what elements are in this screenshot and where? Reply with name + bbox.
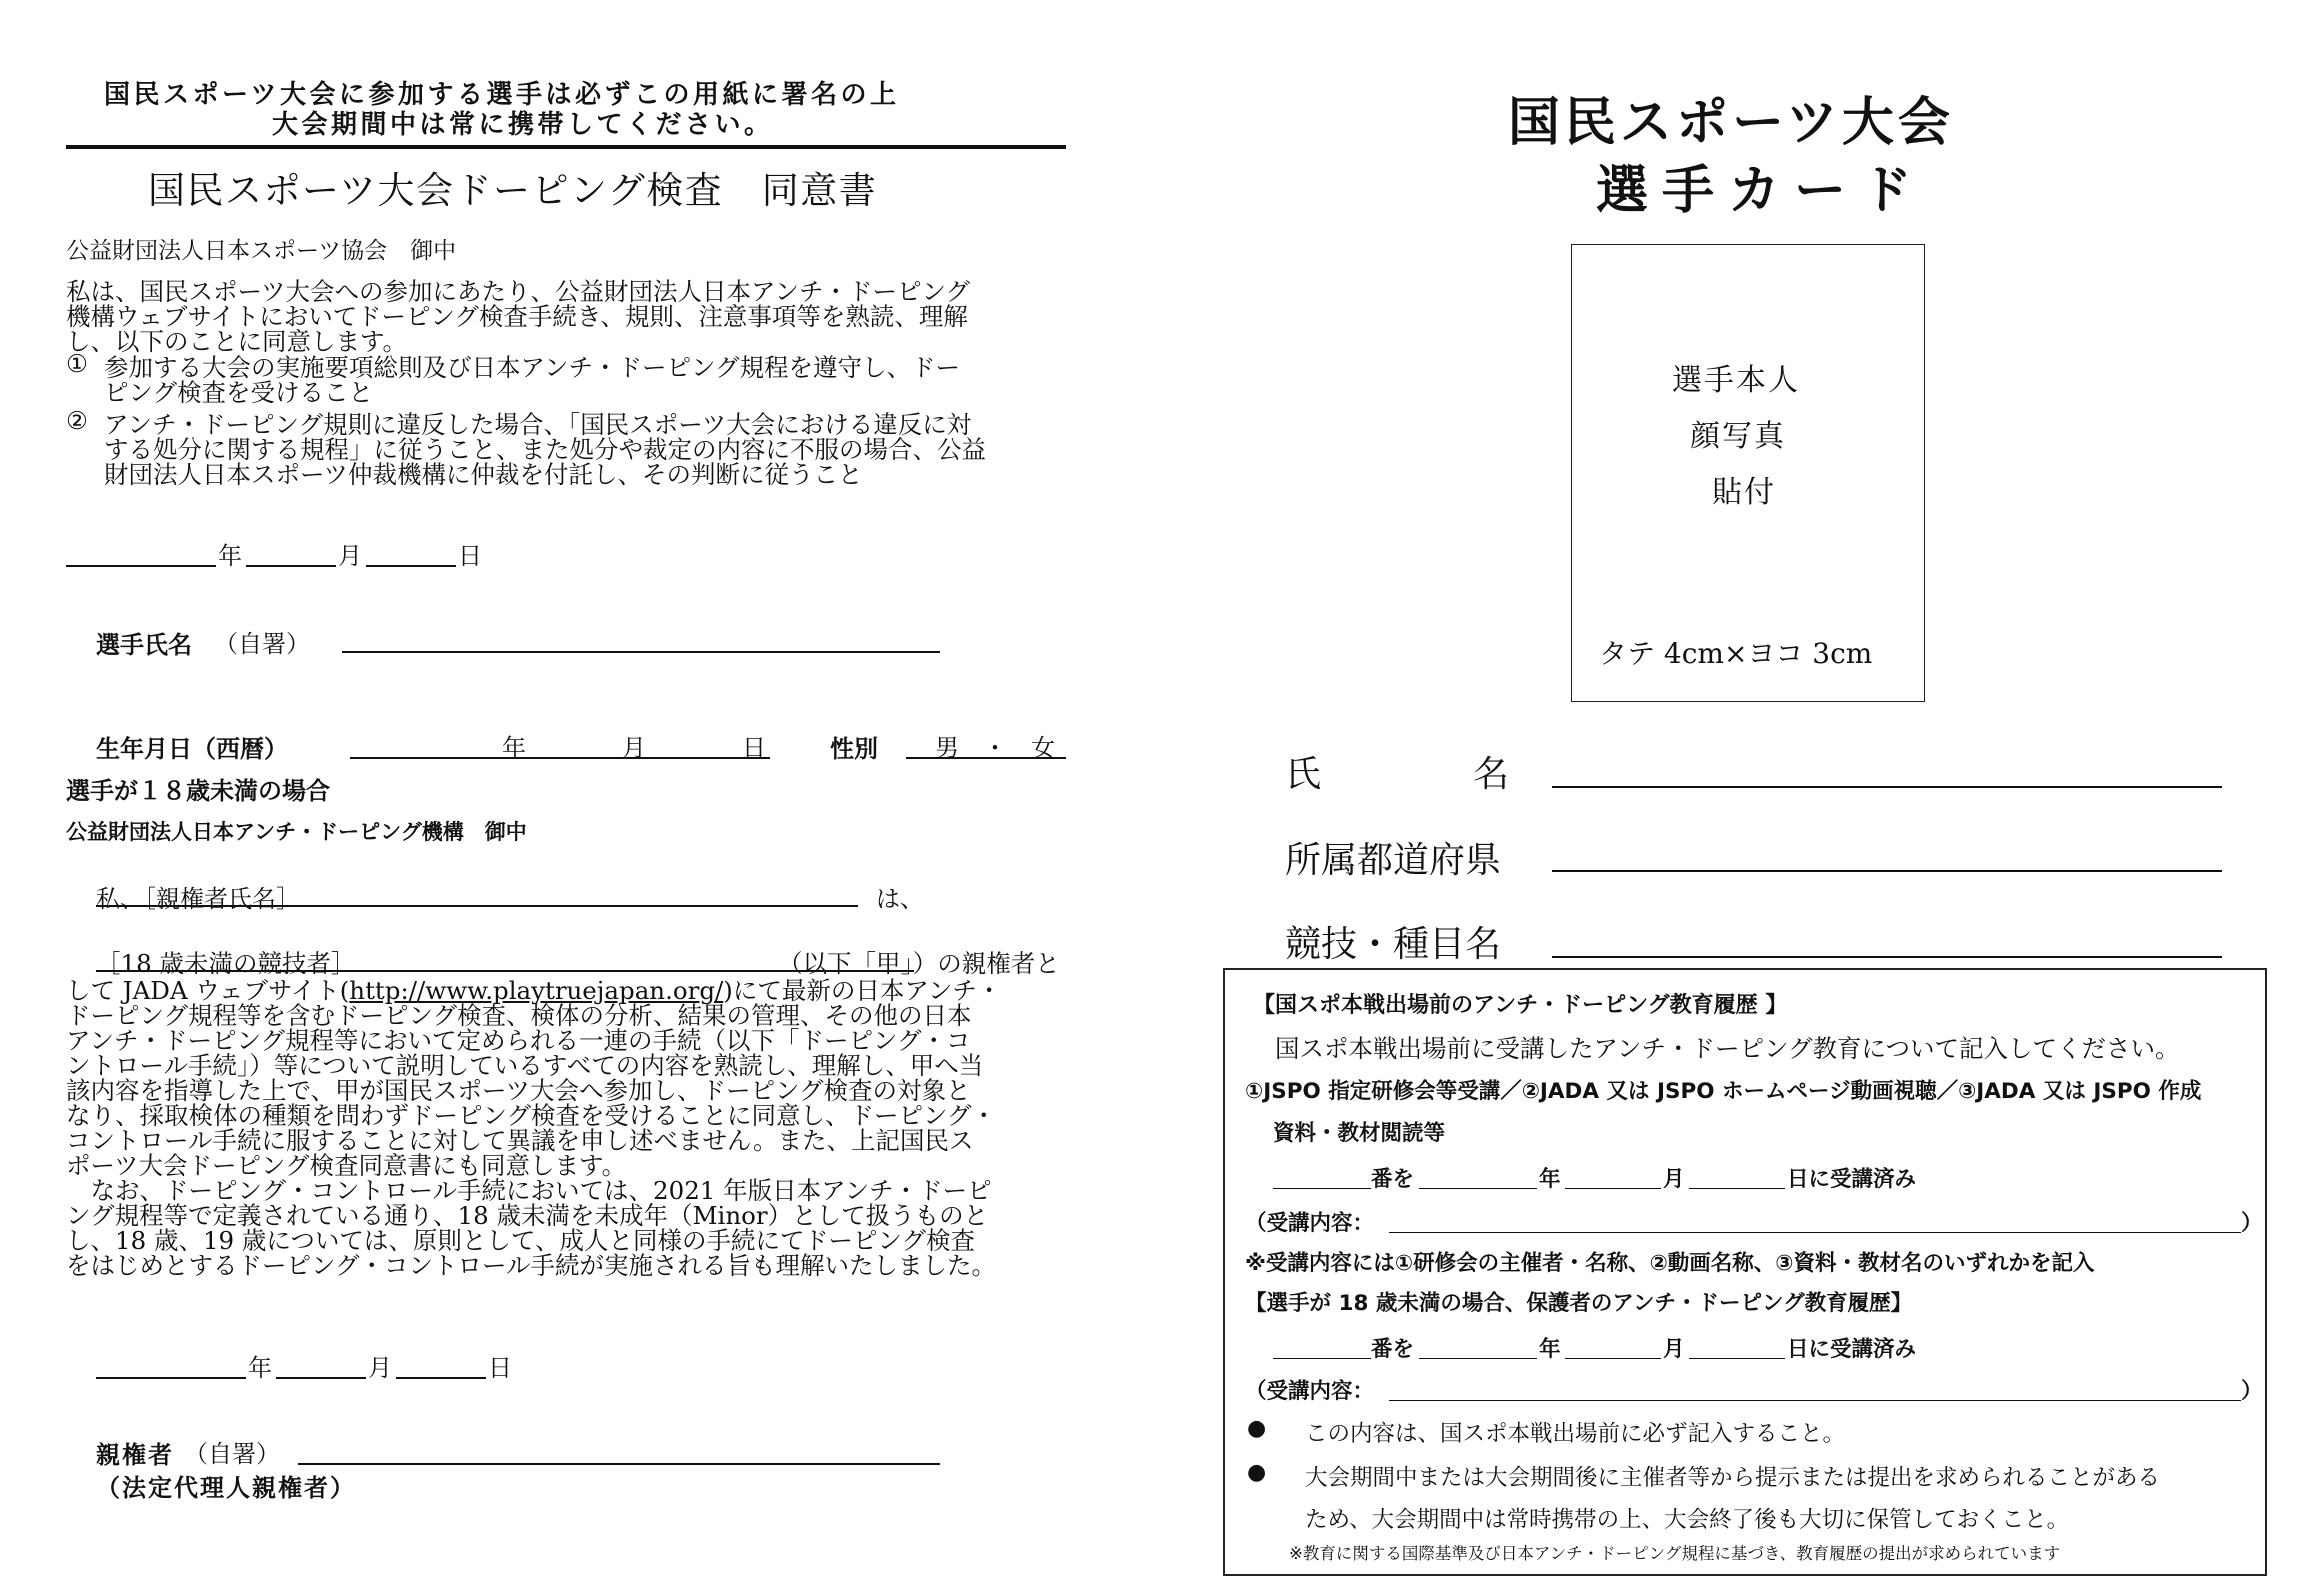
consent-title: 国民スポーツ大会ドーピング検査 同意書: [148, 169, 878, 212]
name-label-2: 名: [1473, 754, 1510, 795]
p3-line-3: し、18 歳、19 歳については、原則として、成人と同様の手続にてドーピング検査: [66, 1226, 975, 1255]
athlete-name-label: 選手氏名: [96, 631, 192, 659]
day-field[interactable]: [366, 565, 456, 567]
day-label-2: 日: [488, 1354, 512, 1382]
content-note: ※受講内容には①研修会の主催者・名称、②動画名称、③資料・教材名のいずれかを記入: [1245, 1251, 2095, 1276]
notice-line-1: 国民スポーツ大会に参加する選手は必ずこの用紙に署名の上: [104, 80, 900, 110]
g-number-field[interactable]: [1273, 1358, 1371, 1359]
photo-box[interactable]: [1571, 244, 1925, 702]
item2-mark: ②: [66, 406, 88, 435]
g-day-label: 日に受講済み: [1787, 1337, 1917, 1362]
g-year-label: 年: [1539, 1337, 1561, 1362]
p3-line-1: なお、ドーピング・コントロール手続においては、2021 年版日本アンチ・ドーピ: [66, 1176, 992, 1205]
day-label: 日: [458, 542, 482, 570]
rec-number-field[interactable]: [1273, 1188, 1371, 1189]
rec-month-label: 月: [1663, 1167, 1685, 1192]
content-close: ）: [2241, 1211, 2263, 1236]
bullet-2-line-1: 大会期間中または大会期間後に主催者等から提示または提出を求められることがある: [1305, 1465, 2161, 1491]
bullet-2-line-2: ため、大会期間中は常時携帯の上、大会終了後も大切に保管しておくこと。: [1305, 1507, 2070, 1533]
p2-line-3: アンチ・ドーピング規程等において定められる一連の手続（以下「ドーピング・コ: [66, 1026, 971, 1055]
p3-line-2: ング規程等で定義されている通り、18 歳未満を未成年（Minor）として扱うものと: [66, 1201, 989, 1230]
prefecture-label: 所属都道府県: [1285, 840, 1502, 881]
legal-rep-label: （法定代理人親権者）: [96, 1474, 356, 1502]
g-month-field[interactable]: [1565, 1358, 1661, 1359]
guardian-heading: 【選手が 18 歳未満の場合、保護者のアンチ・ドーピング教育履歴】: [1245, 1291, 1913, 1316]
g-day-field[interactable]: [1689, 1358, 1785, 1359]
consent-intro-1: 私は、国民スポーツ大会への参加にあたり、公益財団法人日本アンチ・ドーピング: [66, 277, 971, 306]
event-field[interactable]: [1552, 956, 2222, 958]
month-label: 月: [338, 542, 362, 570]
name-label-1: 氏: [1285, 754, 1322, 795]
p2-line-7: コントロール手続に服することに対して異議を申し述べません。また、上記国民ス: [66, 1126, 974, 1155]
consent-addressee: 公益財団法人日本スポーツ協会 御中: [66, 238, 457, 264]
year-label: 年: [218, 542, 242, 570]
p2-line-1-post: )にて最新の日本アンチ・: [723, 976, 1002, 1005]
bullet-1: この内容は、国スポ本戦出場前に必ず記入すること。: [1305, 1421, 1846, 1447]
g-ban-label: 番を: [1371, 1337, 1415, 1362]
notice-divider: [66, 145, 1066, 149]
item2-line-1: アンチ・ドーピング規則に違反した場合、「国民スポーツ大会における違反に対: [104, 410, 972, 439]
p2-line-4: ントロール手続」）等について説明しているすべての内容を熟読し、理解し、甲へ当: [66, 1051, 984, 1080]
photo-label-1: 選手本人: [1672, 363, 1800, 398]
event-label: 競技・種目名: [1285, 924, 1502, 965]
box-options-1: ①JSPO 指定研修会等受講／②JADA 又は JSPO ホームページ動画視聴／③JADA 又は JSPO 作成: [1245, 1079, 2202, 1104]
box-options-2: 資料・教材閲読等: [1273, 1121, 1446, 1146]
item1-line-2: ピング検査を受けること: [104, 378, 374, 407]
notice-line-2: 大会期間中は常に携帯してください。: [272, 110, 774, 140]
guardian-suffix: は、: [876, 885, 924, 913]
year-field[interactable]: [66, 565, 216, 567]
birth-field[interactable]: [350, 757, 770, 759]
minor-athlete-label: ［18 歳未満の競技者］: [96, 949, 356, 978]
birth-month-label: 月: [622, 734, 646, 762]
p3-line-4: をはじめとするドーピング・コントロール手続が実施される旨も理解いたしました。: [66, 1251, 997, 1280]
card-title-1: 国民スポーツ大会: [1508, 93, 1954, 153]
gender-label: 性別: [830, 735, 878, 763]
athlete-name-suffix: （自署）: [214, 630, 310, 658]
item1-mark: ①: [66, 349, 88, 378]
parent-suffix: （自署）: [184, 1440, 280, 1468]
jada-url-link[interactable]: http://www.playtruejapan.org/: [349, 976, 724, 1005]
year-field-2[interactable]: [96, 1377, 246, 1379]
card-name-field[interactable]: [1552, 786, 2222, 788]
bullet-2-icon: ●: [1247, 1460, 1267, 1485]
g-content-open: （受講内容：: [1245, 1379, 1375, 1404]
parent-label: 親権者: [96, 1441, 174, 1469]
item2-line-3: 財団法人日本スポーツ仲裁機構に仲裁を付託し、その判断に従うこと: [104, 460, 863, 489]
day-field-2[interactable]: [396, 1377, 486, 1379]
p2-line-5: 該内容を指導した上で、甲が国民スポーツ大会へ参加し、ドーピング検査の対象と: [66, 1076, 971, 1105]
parent-name-field[interactable]: [298, 1463, 940, 1465]
bullet-1-icon: ●: [1247, 1416, 1267, 1441]
year-label-2: 年: [248, 1354, 272, 1382]
birth-label: 生年月日（西暦）: [96, 735, 288, 763]
photo-label-3: 貼付: [1712, 475, 1776, 510]
p2-line-2: ドーピング規程等を含むドーピング検査、検体の分析、結果の管理、その他の日本: [66, 1001, 972, 1030]
footnote: ※教育に関する国際基準及び日本アンチ・ドーピング規程に基づき、教育履歴の提出が求められています: [1289, 1544, 2061, 1563]
box-heading: 【国スポ本戦出場前のアンチ・ドーピング教育履歴 】: [1253, 993, 1788, 1018]
month-field-2[interactable]: [276, 1377, 366, 1379]
rec-day-field[interactable]: [1689, 1188, 1785, 1189]
education-history-box: [1223, 968, 2267, 1576]
g-month-label: 月: [1663, 1337, 1685, 1362]
photo-size: タテ 4cm×ヨコ 3cm: [1599, 637, 1873, 670]
rec-year-label: 年: [1539, 1167, 1561, 1192]
rec-year-field[interactable]: [1419, 1188, 1537, 1189]
jada-addressee: 公益財団法人日本アンチ・ドーピング機構 御中: [66, 820, 527, 844]
content-field[interactable]: [1389, 1232, 2241, 1233]
gender-underline: [906, 757, 1066, 759]
p2-line-1-pre: して JADA ウェブサイト(: [66, 976, 350, 1005]
content-open: （受講内容：: [1245, 1211, 1375, 1236]
item1-line-1: 参加する大会の実施要項総則及び日本アンチ・ドーピング規程を遵守し、ドー: [104, 353, 961, 382]
card-title-2: 選手カード: [1596, 161, 1927, 221]
consent-intro-2: 機構ウェブサイトにおいてドーピング検査手続き、規則、注意事項等を熟読、理解: [66, 302, 968, 331]
p2-line-6: なり、採取検体の種類を問わずドーピング検査を受けることに同意し、ドーピング・: [66, 1101, 997, 1130]
gender-options[interactable]: 男 ・ 女: [935, 734, 1055, 762]
guardian-prefix: 私、［親権者氏名］: [96, 885, 300, 913]
photo-label-2: 顔写真: [1690, 419, 1786, 454]
box-instruction: 国スポ本戦出場前に受講したアンチ・ドーピング教育について記入してください。: [1275, 1034, 2180, 1063]
guardian-name-field[interactable]: [96, 905, 858, 907]
rec-day-label: 日に受講済み: [1787, 1167, 1917, 1192]
month-label-2: 月: [368, 1354, 392, 1382]
birth-year-label: 年: [502, 734, 526, 762]
g-year-field[interactable]: [1419, 1358, 1537, 1359]
consent-intro-3: し、以下のことに同意します。: [66, 327, 408, 356]
minor-heading: 選手が１８歳未満の場合: [66, 777, 330, 805]
item2-line-2: する処分に関する規程」に従うこと、また処分や裁定の内容に不服の場合、公益: [104, 435, 986, 464]
minor-after: （以下「甲」）の親権者と: [778, 949, 1060, 978]
prefecture-field[interactable]: [1552, 870, 2222, 872]
g-content-close: ）: [2241, 1379, 2263, 1404]
athlete-name-field[interactable]: [342, 651, 940, 653]
rec-ban-label: 番を: [1371, 1167, 1415, 1192]
month-field[interactable]: [246, 565, 336, 567]
p2-line-8: ポーツ大会ドーピング検査同意書にも同意します。: [66, 1151, 627, 1180]
rec-month-field[interactable]: [1565, 1188, 1661, 1189]
g-content-field[interactable]: [1389, 1400, 2241, 1401]
birth-day-label: 日: [742, 734, 766, 762]
